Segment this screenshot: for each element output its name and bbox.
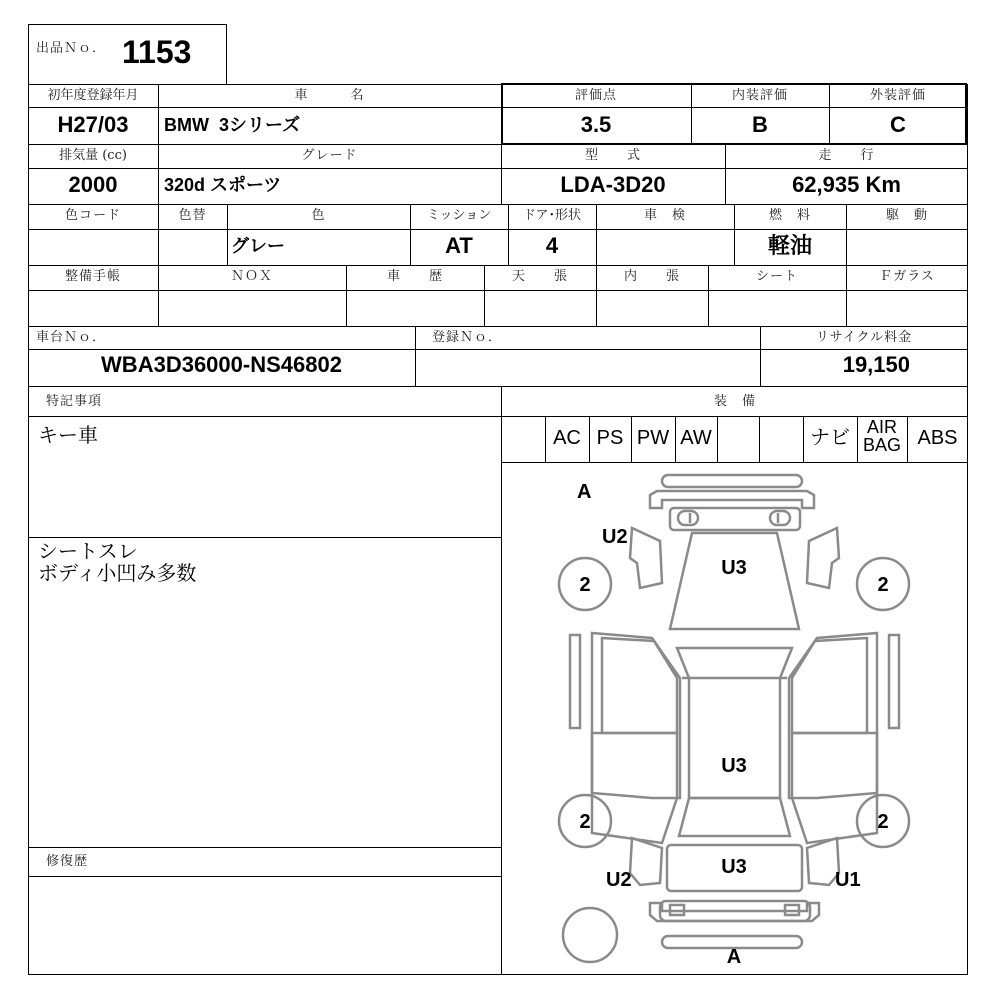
rule bbox=[28, 876, 502, 877]
repair-history-label: 修復歴 bbox=[46, 854, 89, 869]
color-code-label: 色コード bbox=[64, 208, 121, 223]
seat-label: シート bbox=[755, 269, 798, 284]
repaint-value bbox=[158, 231, 227, 261]
rule bbox=[28, 537, 502, 538]
equipment-navi: ナビ bbox=[810, 427, 850, 449]
mark-rear-left: U2 bbox=[606, 869, 632, 891]
roof-label: 天 張 bbox=[511, 269, 568, 284]
rule bbox=[28, 386, 968, 387]
equipment-airbag: AIR BAG bbox=[862, 417, 901, 455]
mark-front-left-tire: 2 bbox=[579, 574, 591, 596]
mark-front-right-tire: 2 bbox=[877, 574, 889, 596]
grade-value: 320d スポーツ bbox=[164, 175, 282, 195]
drive-label: 駆 動 bbox=[885, 208, 928, 223]
special-notes-label: 特記事項 bbox=[46, 394, 103, 409]
inner-label: 内 張 bbox=[623, 269, 680, 284]
exterior-label: 外装評価 bbox=[869, 88, 926, 103]
reg-value bbox=[415, 350, 760, 380]
score-value: 3.5 bbox=[580, 112, 612, 137]
rule bbox=[28, 290, 968, 291]
doors-value: 4 bbox=[545, 233, 559, 258]
model-value: LDA-3D20 bbox=[560, 172, 666, 197]
reg-label: 登録Ｎｏ． bbox=[432, 330, 503, 345]
fuel-label: 燃 料 bbox=[768, 208, 811, 223]
equipment-ac: AC bbox=[553, 427, 581, 449]
mission-label: ミッション bbox=[426, 208, 492, 223]
lot-label: 出品Ｎｏ． bbox=[36, 41, 107, 56]
manual-label: 整備手帳 bbox=[64, 269, 121, 284]
car-diagram bbox=[502, 463, 967, 974]
mark-roof: U3 bbox=[721, 755, 747, 777]
nox-label: ＮＯＸ bbox=[230, 269, 273, 284]
mileage-label: 走 行 bbox=[818, 148, 875, 163]
year-value: H27/03 bbox=[57, 112, 129, 137]
mileage-value: 62,935 Km bbox=[792, 172, 901, 197]
equipment-label: 装 備 bbox=[713, 394, 756, 409]
rule bbox=[28, 847, 502, 848]
grade-label: グレード bbox=[301, 148, 358, 163]
name-value: BMW 3シリーズ bbox=[164, 115, 301, 135]
exterior-value: C bbox=[890, 112, 906, 137]
damage-marks bbox=[577, 481, 889, 968]
mark-rear-bumper: A bbox=[726, 946, 742, 968]
mark-rear-right-tire: 2 bbox=[877, 811, 889, 833]
inspection-value bbox=[596, 231, 734, 261]
color-label: 色 bbox=[311, 208, 326, 223]
displacement-label: 排気量 (cc) bbox=[59, 148, 127, 163]
displacement-value: 2000 bbox=[68, 172, 118, 197]
mark-rear-left-tire: 2 bbox=[579, 811, 591, 833]
model-label: 型 式 bbox=[584, 148, 641, 163]
mark-trunk: U3 bbox=[721, 856, 747, 878]
special-notes-top: キー車 bbox=[38, 423, 98, 447]
special-notes-body: シートスレ ボディ小凹み多数 bbox=[38, 539, 197, 585]
lot-number: 1153 bbox=[122, 34, 192, 70]
mission-value: AT bbox=[445, 233, 473, 258]
color-code-value bbox=[28, 231, 158, 261]
equipment-cell bbox=[759, 416, 803, 460]
interior-label: 内装評価 bbox=[731, 88, 788, 103]
color-value: グレー bbox=[231, 236, 285, 256]
mark-rear-right: U1 bbox=[835, 869, 861, 891]
equipment-cell bbox=[717, 416, 759, 460]
recycle-label: リサイクル料金 bbox=[815, 330, 913, 345]
fglass-label: Ｆガラス bbox=[879, 269, 935, 284]
history-label: 車 歴 bbox=[386, 269, 443, 284]
equipment-ps: PS bbox=[596, 427, 624, 449]
mark-front-bumper: A bbox=[577, 481, 592, 503]
equipment-cell bbox=[502, 416, 545, 460]
repaint-label: 色替 bbox=[178, 208, 207, 223]
equipment-pw: PW bbox=[636, 427, 670, 449]
rule bbox=[28, 229, 968, 230]
year-label: 初年度登録年月 bbox=[47, 88, 139, 103]
mark-front-left: U2 bbox=[602, 526, 628, 548]
drive-value bbox=[846, 231, 968, 261]
doors-label: ドア･形状 bbox=[522, 208, 582, 223]
interior-value: B bbox=[752, 112, 768, 137]
fuel-value: 軽油 bbox=[767, 233, 812, 258]
name-label: 車 名 bbox=[294, 88, 365, 103]
chassis-value: WBA3D36000-NS46802 bbox=[101, 352, 342, 377]
equipment-aw: AW bbox=[680, 427, 712, 449]
chassis-label: 車台Ｎｏ． bbox=[36, 330, 107, 345]
score-label: 評価点 bbox=[574, 88, 617, 103]
recycle-value: 19,150 bbox=[842, 352, 910, 377]
rule bbox=[28, 168, 968, 169]
equipment-abs: ABS bbox=[917, 427, 958, 449]
mark-windshield: U3 bbox=[721, 557, 747, 579]
inspection-label: 車 検 bbox=[643, 208, 686, 223]
